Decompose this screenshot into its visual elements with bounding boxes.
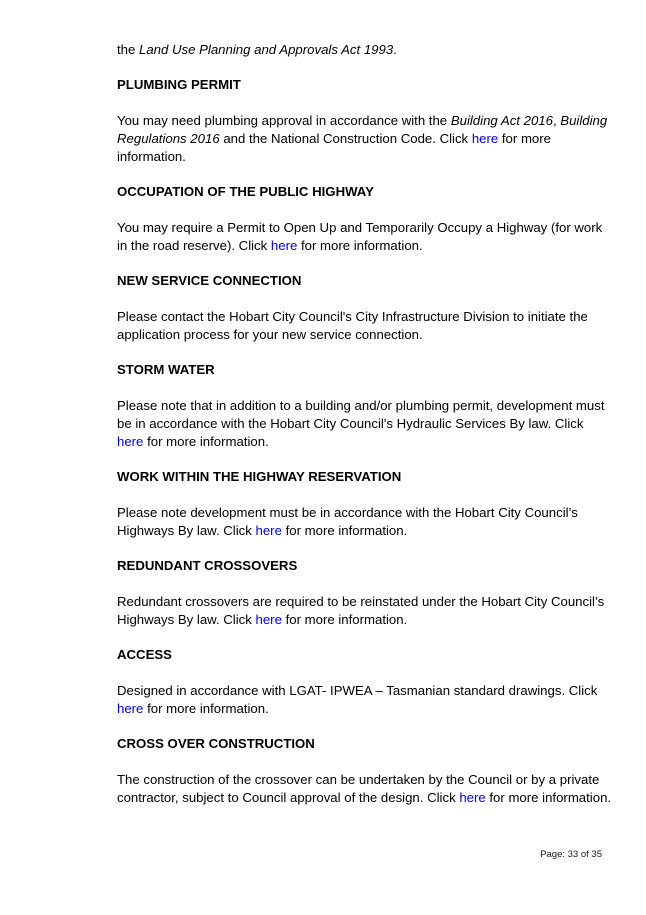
service-connection-paragraph: Please contact the Hobart City Council's City Infrastructure Division to initiate the application process for your new service connection. [117, 309, 588, 342]
page-number: Page: 33 of 35 [540, 849, 602, 860]
redundant-crossovers-paragraph: Redundant crossovers are required to be reinstated under the Hobart City Council’s Highways By law. Click here for more information. [117, 594, 605, 627]
highway-reservation-link[interactable]: here [255, 523, 282, 538]
highway-reservation-heading: WORK WITHIN THE HIGHWAY RESERVATION [117, 469, 402, 484]
access-paragraph: Designed in accordance with LGAT- IPWEA – Tasmanian standard drawings. Click here for more information. [117, 683, 598, 716]
building-act-title: Building Act 2016 [450, 113, 553, 128]
building-regulations-title: Building Regulations 2016 [117, 113, 608, 146]
plumbing-permit-paragraph: You may need plumbing approval in accordance with the Building Act 2016, Building Regulations 2016 and the National Construction Code. Click here for more information. [117, 113, 608, 164]
storm-water-link[interactable]: here [117, 434, 144, 449]
public-highway-paragraph: You may require a Permit to Open Up and Temporarily Occupy a Highway (for work in the road reserve). Click here for more information. [117, 220, 603, 253]
crossover-construction-paragraph: The construction of the crossover can be undertaken by the Council or by a private contractor, subject to Council approval of the design. Click here for more information. [117, 772, 612, 805]
service-connection-heading: NEW SERVICE CONNECTION [117, 273, 302, 288]
storm-water-heading: STORM WATER [117, 362, 215, 377]
public-highway-heading: OCCUPATION OF THE PUBLIC HIGHWAY [117, 184, 374, 199]
intro-paragraph: the Land Use Planning and Approvals Act 1993. [117, 42, 397, 57]
storm-water-paragraph: Please note that in addition to a building and/or plumbing permit, development must be in accordance with the Hobart City Council's Hydraulic Services By law. Click here for more information. [117, 398, 605, 449]
access-heading: ACCESS [117, 647, 172, 662]
redundant-crossovers-link[interactable]: here [255, 612, 282, 627]
page-content [117, 41, 612, 807]
crossover-construction-link[interactable]: here [459, 790, 486, 805]
highway-reservation-paragraph: Please note development must be in accordance with the Hobart City Council’s Highways By law. Click here for more information. [117, 505, 578, 538]
plumbing-permit-link[interactable]: here [471, 131, 499, 146]
crossover-construction-heading: CROSS OVER CONSTRUCTION [117, 736, 315, 751]
access-link[interactable]: here [117, 701, 144, 716]
plumbing-permit-heading: PLUMBING PERMIT [117, 77, 241, 92]
redundant-crossovers-heading: REDUNDANT CROSSOVERS [117, 558, 298, 573]
public-highway-link[interactable]: here [270, 238, 298, 253]
planning-act-title: Land Use Planning and Approvals Act 1993 [139, 42, 394, 57]
